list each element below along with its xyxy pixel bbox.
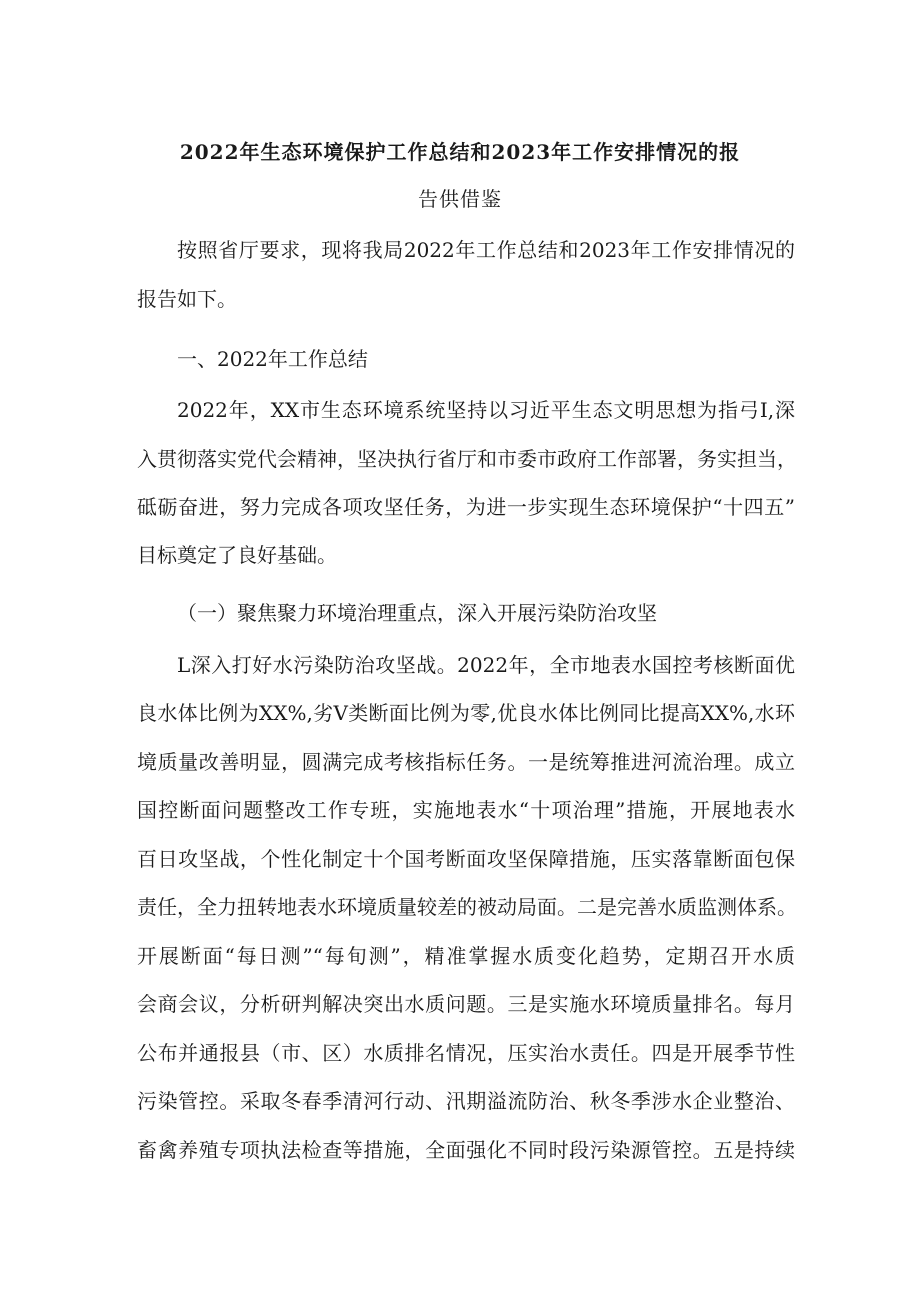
para1-line-1: 2022年，XX市生态环境系统坚持以习近平生态文明思想为指弓I,深 xyxy=(177,398,795,422)
para2-line-10: 污染管控。采取冬春季清河行动、汛期溢流防治、秋冬季涉水企业整治、 xyxy=(137,1089,795,1113)
document-title-line-1: 2022年生态环境保护工作总结和2023年工作安排情况的报 xyxy=(179,140,741,164)
para1-line-4: 目标奠定了良好基础。 xyxy=(137,543,337,567)
subsection-heading-1: （一）聚焦聚力环境治理重点，深入开展污染防治攻坚 xyxy=(177,601,657,625)
para2-line-5: 百日攻坚战，个性化制定十个国考断面攻坚保障措施，压实落靠断面包保 xyxy=(137,847,795,871)
para2-line-6: 责任，全力扭转地表水环境质量较差的被动局面。二是完善水质监测体系。 xyxy=(137,895,797,919)
document-title-line-2: 告供借鉴 xyxy=(418,187,502,211)
intro-line-2: 报告如下。 xyxy=(137,287,237,311)
para2-line-7: 开展断面“每日测”“每旬测”，精准掌握水质变化趋势，定期召开水质 xyxy=(137,944,795,968)
intro-line-1: 按照省厅要求，现将我局2022年工作总结和2023年工作安排情况的 xyxy=(177,238,795,262)
para2-line-1: L深入打好水污染防治攻坚战。2022年，全市地表水国控考核断面优 xyxy=(177,653,795,677)
para2-line-4: 国控断面问题整改工作专班，实施地表水“十项治理”措施，开展地表水 xyxy=(137,798,795,822)
para2-line-9: 公布并通报县（市、区）水质排名情况，压实治水责任。四是开展季节性 xyxy=(137,1041,795,1065)
para1-line-3: 砥砺奋进，努力完成各项攻坚任务，为进一步实现生态环境保护“十四五” xyxy=(137,495,795,519)
section-heading-1: 一、2022年工作总结 xyxy=(177,347,368,371)
para2-line-3: 境质量改善明显，圆满完成考核指标任务。一是统筹推进河流治理。成立 xyxy=(137,750,795,774)
para2-line-8: 会商会议，分析研判解决突出水质问题。三是实施水环境质量排名。每月 xyxy=(137,992,795,1016)
para1-line-2: 入贯彻落实党代会精神，坚决执行省厅和市委市政府工作部署，务实担当， xyxy=(137,447,797,471)
para2-line-11: 畜禽养殖专项执法检查等措施，全面强化不同时段污染源管控。五是持续 xyxy=(137,1138,795,1162)
para2-line-2: 良水体比例为XX%,劣V类断面比例为零,优良水体比例同比提高XX%,水环 xyxy=(137,701,795,725)
